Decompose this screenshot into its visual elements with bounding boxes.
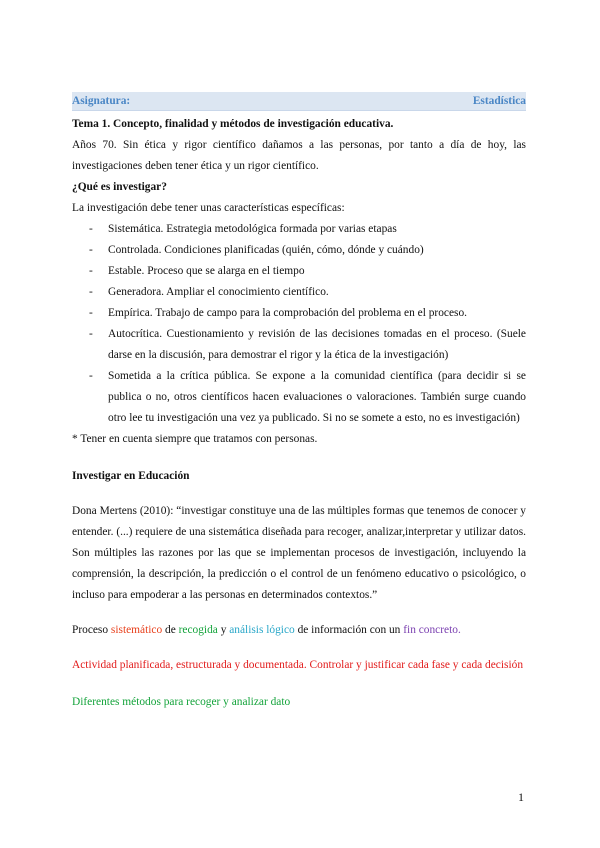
document-title: Tema 1. Concepto, finalidad y métodos de investigación educativa. [72, 118, 394, 130]
list-item: - Generadora. Ampliar el conocimiento científico. [72, 282, 526, 303]
section-heading-investigar-en-educacion: Investigar en Educación [72, 470, 190, 482]
list-item: - Controlada. Condiciones planificadas (quién, cómo, dónde y cuándo) [72, 240, 526, 261]
intro-paragraph: Años 70. Sin ética y rigor científico dañamos a las personas, por tanto a día de hoy, las investigaciones deben tener ética y un rigor científico. [72, 139, 526, 172]
note-text: * Tener en cuenta siempre que tratamos con personas. [72, 433, 318, 445]
list-item: - Empírica. Trabajo de campo para la comprobación del problema en el proceso. [72, 303, 526, 324]
definition-text: de [162, 624, 179, 636]
page-number: 1 [518, 790, 524, 804]
definition-text: de información con un [294, 624, 404, 636]
definition-text: Proceso [72, 624, 111, 636]
highlight-fin-concreto: fin concreto. [403, 624, 461, 636]
document-page [72, 92, 526, 713]
red-note: Actividad planificada, estructurada y documentada. Controlar y justificar cada fase y cada decisión [72, 659, 524, 671]
subject-value: Estadística [472, 95, 526, 107]
highlight-sistematico: sistemático [110, 624, 163, 636]
characteristics-list [72, 219, 526, 429]
definition-paragraph [72, 620, 526, 641]
list-item: - Autocrítica. Cuestionamiento y revisión de las decisiones tomadas en el proceso. (Suele darse en la discusión, para demostrar el rigor y la ética de la investigación) [72, 324, 526, 366]
list-item: - Sistemática. Estrategia metodológica formada por varias etapas [72, 219, 526, 240]
section-heading-que-es-investigar: ¿Qué es investigar? [72, 181, 167, 193]
list-item: - Estable. Proceso que se alarga en el tiempo [72, 261, 526, 282]
quote-paragraph: Dona Mertens (2010): “investigar constituye una de las múltiples formas que tenemos de conocer y entender. (...) requiere de una sistemática diseñada para recoger, analizar,interpretar y utilizar datos. Son múltiples las razones por las que se implementan procesos de investigación, incluyendo la comprensión, la descripción, la predicción o el control de un fenómeno educativo o psicológico, o incluso para empoderar a las personas en determinados contextos.” [72, 505, 526, 601]
document-header [72, 92, 526, 111]
highlight-analisis-logico: análisis lógico [229, 624, 295, 636]
list-item: - Sometida a la crítica pública. Se expone a la comunidad científica (para decidir si se publica o no, otros científicos hacen evaluaciones o valoraciones. También surge cuando otro lee tu investigación una vez ya publicado. Si no se somete a esto, no es investigación) [72, 366, 526, 429]
highlight-recogida: recogida [178, 624, 218, 636]
definition-text: y [217, 624, 230, 636]
subject-label: Asignatura: [72, 95, 131, 107]
green-note: Diferentes métodos para recoger y analizar dato [72, 696, 291, 708]
section-lead: La investigación debe tener unas características específicas: [72, 202, 345, 214]
